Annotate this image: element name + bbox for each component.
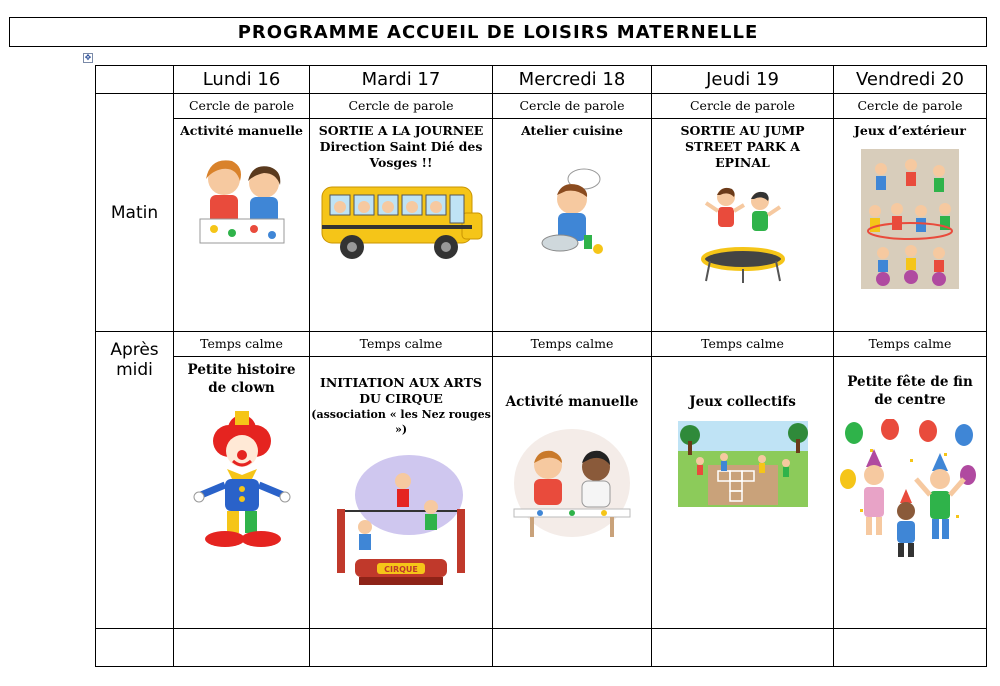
activity-title: Atelier cuisine [521,123,623,138]
activity-title: Activité manuelle [180,123,303,138]
circus-image [331,451,471,591]
routine-cell: Temps calme [174,332,310,357]
day-header: Mercredi 18 [493,66,652,94]
school-bus-image [316,179,486,263]
routine-cell: Temps calme [652,332,834,357]
corner-cell [96,66,174,94]
day-header: Lundi 16 [174,66,310,94]
routine-cell: Cercle de parole [174,94,310,119]
routine-cell: Cercle de parole [310,94,493,119]
outdoor-games-image [861,149,959,289]
row-label-text: Après [110,340,159,360]
activity-cell-jeudi-apres-midi [652,357,834,629]
apres-midi-activity-row [96,357,987,629]
activity-title: Jeux collectifs [689,394,796,410]
empty-cell [493,629,652,667]
routine-cell: Cercle de parole [652,94,834,119]
empty-row [96,629,987,667]
trampoline-kids-image [698,181,788,285]
activity-cell-lundi-apres-midi [174,357,310,629]
activity-title: Petite histoire de clown [187,362,296,396]
activity-detail: Direction Saint Dié des Vosges !! [319,139,483,170]
day-header: Mardi 17 [310,66,493,94]
row-label-text: Matin [110,202,159,223]
routine-cell: Cercle de parole [834,94,987,119]
clown-image [187,411,297,551]
activity-title: INITIATION AUX ARTS DU CIRQUE [320,375,482,406]
activity-title: Petite fête de fin de centre [847,374,973,408]
activity-cell-jeudi-matin [652,119,834,332]
kids-crafting-image [192,149,292,249]
circus-sign-text: CIRQUE [384,565,418,574]
row-label-matin [96,94,174,332]
empty-cell [652,629,834,667]
matin-routine-row [96,94,987,119]
routine-cell: Cercle de parole [493,94,652,119]
kids-art-activity-image [510,423,634,547]
activity-title: Activité manuelle [505,394,639,410]
table-move-handle-icon[interactable]: ✥ [84,53,92,62]
empty-cell [834,629,987,667]
activity-cell-mardi-matin [310,119,493,332]
day-header: Jeudi 19 [652,66,834,94]
activity-detail: (association « les Nez rouges ») [311,408,491,436]
activity-cell-mercredi-matin [493,119,652,332]
row-label-apres-midi [96,332,174,629]
activity-cell-lundi-matin [174,119,310,332]
schedule-table [95,65,987,667]
party-kids-image [840,419,980,561]
activity-cell-vendredi-apres-midi [834,357,987,629]
activity-title: SORTIE AU JUMP STREET PARK A EPINAL [680,123,805,170]
row-label-text: midi [116,360,153,380]
routine-cell: Temps calme [834,332,987,357]
activity-cell-vendredi-matin [834,119,987,332]
activity-cell-mercredi-apres-midi [493,357,652,629]
playground-hopscotch-image [678,421,808,507]
empty-cell [310,629,493,667]
routine-cell: Temps calme [310,332,493,357]
activity-title: Jeux d’extérieur [854,123,966,138]
routine-cell: Temps calme [493,332,652,357]
activity-title: SORTIE A LA JOURNEE [318,123,484,138]
kid-cooking-image [532,165,612,265]
empty-cell [174,629,310,667]
apres-midi-routine-row [96,332,987,357]
day-header-row [96,66,987,94]
activity-cell-mardi-apres-midi [310,357,493,629]
day-header: Vendredi 20 [834,66,987,94]
page-title: PROGRAMME ACCUEIL DE LOISIRS MATERNELLE [9,17,987,47]
matin-activity-row [96,119,987,332]
empty-cell [96,629,174,667]
